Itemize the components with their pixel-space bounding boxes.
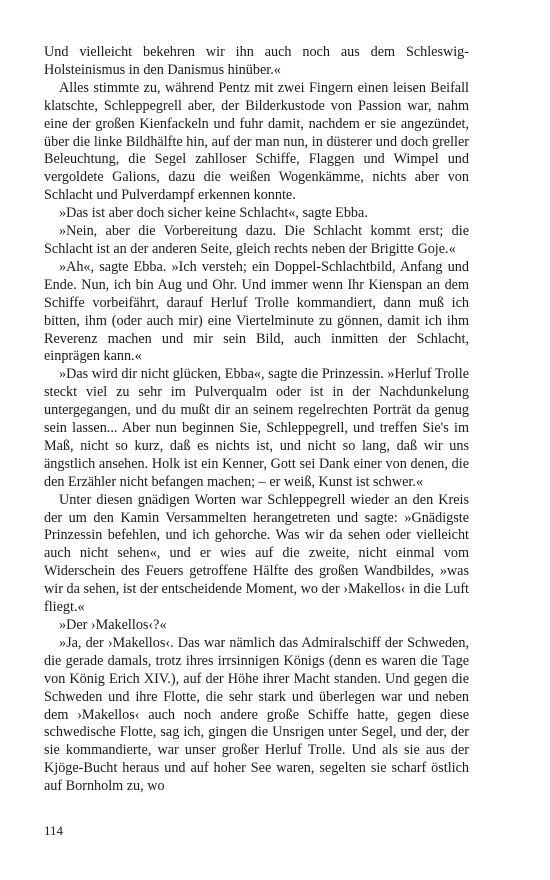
paragraph-1: Und vielleicht bekehren wir ihn auch noch aus dem Schleswig-Holsteinismus in den Danismus hinüber.« — [44, 44, 469, 78]
paragraph-7: Unter diesen gnädigen Worten war Schleppegrell wieder an den Kreis der um den Kamin Versammelten herangetreten und sagte: »Gnädigste Prinzessin befehlen, und ich gehorche. Was wir da sehen oder vielleicht auch nicht sehen«, und er wies auf die zweite, nicht einmal vom Widerschein des Feuers getroffene Hälfte des großen Wandbildes, »was wir da sehen, ist der entscheidende Moment, wo der ›Makellos‹ in die Luft fliegt.« — [44, 491, 469, 616]
paragraph-9: »Ja, der ›Makellos‹. Das war nämlich das Admiralschiff der Schweden, die gerade damals, trotz ihres irrsinnigen Königs (denn es waren die Tage von König Erich XIV.), auf der Höhe ihrer Macht standen. Und gegen die Schweden und ihre Flotte, die sehr stark und überlegen war und neben dem ›Makellos‹ auch noch andere große Schiffe hatte, gegen diese schwedische Flotte, sag ich, gingen die Unsrigen unter Segel, und der, der sie kommandierte, war unser großer Herluf Trolle. Und als sie aus der Kjöge-Bucht heraus und auf hoher See waren, segelten sie scharf östlich auf Bornholm zu, wo — [44, 634, 469, 795]
page-body — [44, 44, 469, 796]
paragraph-6: »Das wird dir nicht glücken, Ebba«, sagte die Prinzessin. »Herluf Trolle steckt viel zu sehr im Pulverqualm oder ist in der Nachdunkelung untergegangen, und du mußt dir an seinem regelrechten Porträt da genug sein lassen... Aber nun beginnen Sie, Schleppegrell, und treffen Sie's im Maß, nicht so kurz, daß es nichts ist, und nicht so lang, daß wir uns ängstlich ansehen. Holk ist ein Kenner, Gott sei Dank einer von denen, die den Erzähler nicht befangen machen; – er weiß, Kunst ist schwer.« — [44, 366, 469, 490]
paragraph-2: Alles stimmte zu, während Pentz mit zwei Fingern einen leisen Beifall klatschte, Schleppegrell aber, der Bilderkustode von Passion war, nahm eine der großen Kienfackeln und fuhr damit, nachdem er sie angezündet, über die linke Bildhälfte hin, auf der man nun, in düsterer und doch greller Beleuchtung, die Segel zahlloser Schiffe, Flaggen und Wimpel und vergoldete Galions, dazu die weißen Wogenkämme, nichts aber von Schlacht und Pulverdampf erkennen konnte. — [44, 79, 469, 204]
paragraph-5: »Ah«, sagte Ebba. »Ich versteh; ein Doppel-Schlachtbild, Anfang und Ende. Nun, ich bin Aug und Ohr. Und immer wenn Ihr Kienspan an dem Schiffe vorbeifährt, darauf Herluf Trolle kommandiert, dann muß ich bitten, ihm (oder auch mir) eine Viertelminute zu gönnen, damit ich ihm Reverenz machen und mir sein Bild, auch inmitten der Schlacht, einprägen kann.« — [44, 258, 469, 365]
paragraph-4: »Nein, aber die Vorbereitung dazu. Die Schlacht kommt erst; die Schlacht ist an der anderen Seite, gleich rechts neben der Brigitte Goje.« — [44, 223, 469, 257]
paragraph-8: »Der ›Makellos‹?« — [59, 617, 167, 633]
page-number: 114 — [44, 823, 64, 838]
paragraph-3: »Das ist aber doch sicher keine Schlacht«, sagte Ebba. — [59, 205, 368, 222]
